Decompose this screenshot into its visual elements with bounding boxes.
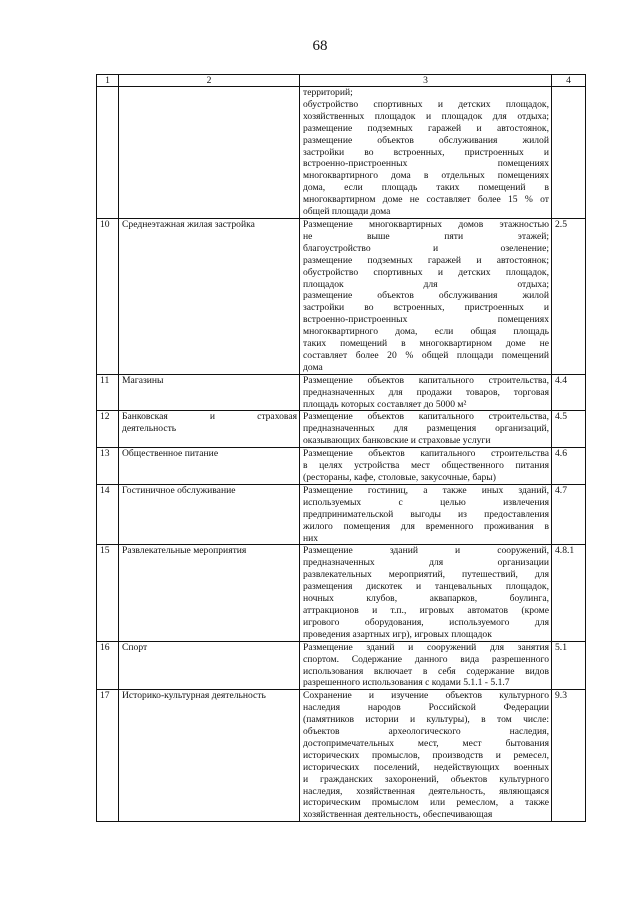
use-type-description — [300, 641, 552, 690]
description-line: наследия народов Российской Федерации — [303, 702, 549, 714]
description-line: достопримечательных мест, мест бытования — [303, 737, 549, 749]
use-type-name-line: Гостиничное обслуживание — [122, 484, 236, 496]
description-line: предназначенных для организации — [303, 557, 549, 569]
use-type-name — [119, 641, 300, 690]
description-line: застройки во встроенных, пристроенных и — [303, 146, 549, 158]
description-line: застройки во встроенных, пристроенных и — [303, 302, 549, 314]
row-number: 12 — [97, 411, 119, 448]
use-type-description — [300, 690, 552, 822]
use-type-description — [300, 374, 552, 411]
description-line: таких помещений в многоквартирном доме не — [303, 338, 549, 350]
use-type-description — [300, 484, 552, 545]
description-line: и гражданских захоронений, объектов культурного — [303, 773, 549, 785]
description-line: Размещение зданий и сооружений для занятия — [303, 641, 549, 653]
use-type-name — [119, 545, 300, 641]
description-line: исторических промыслов, производств и ремесел, — [303, 749, 549, 761]
table-body — [97, 87, 586, 822]
header-col-1: 1 — [97, 75, 119, 87]
use-type-description — [300, 87, 552, 219]
header-col-2: 2 — [119, 75, 300, 87]
description-line: Размещение многоквартирных домов этажностью — [303, 218, 549, 230]
use-type-description — [300, 411, 552, 448]
description-line: историческим промыслом или ремеслом, а также — [303, 797, 549, 809]
description-line: Размещение объектов капитального строительства, — [303, 374, 549, 386]
description-line: наследия, хозяйственная деятельность, являющаяся — [303, 785, 549, 797]
description-line: Размещение гостиниц, а также иных зданий, — [303, 484, 549, 496]
use-type-code: 4.4 — [552, 374, 586, 411]
land-use-table — [96, 74, 586, 822]
row-number — [97, 87, 119, 219]
use-type-name — [119, 218, 300, 374]
description-line: составляет более 20 % общей площади помещений — [303, 349, 549, 361]
use-type-name-line: деятельность — [122, 423, 177, 435]
description-line: благоустройство и озеленение; — [303, 242, 549, 254]
description-line: игрового оборудования, используемого для — [303, 616, 549, 628]
description-line: обустройство спортивных и детских площадок, — [303, 98, 549, 110]
table-row — [97, 484, 586, 545]
use-type-name-line: Общественное питание — [122, 448, 219, 460]
description-line: Размещение объектов капитального строительства, — [303, 411, 549, 423]
use-type-code: 4.5 — [552, 411, 586, 448]
use-type-description — [300, 545, 552, 641]
use-type-name-line: Банковская и страховая — [122, 411, 297, 423]
description-line: площадь которых составляет до 5000 м² — [303, 398, 467, 410]
description-line: дома — [303, 361, 323, 373]
description-line: многоквартирном доме не составляет более 15 % от — [303, 194, 549, 206]
use-type-description — [300, 448, 552, 485]
description-line: территорий; — [303, 87, 353, 98]
description-line: оказывающих банковские и страховые услуги — [303, 435, 491, 447]
description-line: разрешенного использования с кодами 5.1.1 - 5.1.7 — [303, 677, 510, 689]
description-line: Размещение зданий и сооружений, — [303, 545, 549, 557]
table-header — [97, 75, 586, 87]
description-line: них — [303, 532, 319, 544]
row-number: 13 — [97, 448, 119, 485]
use-type-name-line: Развлекательные мероприятия — [122, 545, 247, 557]
description-line: используемых с целью извлечения — [303, 496, 549, 508]
description-line: предназначенных для продажи товаров, торговая — [303, 386, 549, 398]
use-type-code: 2.5 — [552, 218, 586, 374]
description-line: размещение подземных гаражей и автостоянок, — [303, 122, 549, 134]
description-line: использования включает в себя содержание видов — [303, 665, 549, 677]
table-row — [97, 374, 586, 411]
use-type-name — [119, 484, 300, 545]
row-number: 17 — [97, 690, 119, 822]
use-type-name-line: Магазины — [122, 374, 164, 386]
use-type-name — [119, 690, 300, 822]
row-number: 16 — [97, 641, 119, 690]
use-type-code: 4.7 — [552, 484, 586, 545]
row-number: 15 — [97, 545, 119, 641]
use-type-name — [119, 87, 300, 219]
use-type-code — [552, 87, 586, 219]
description-line: спортом. Содержание данного вида разрешенного — [303, 653, 549, 665]
header-col-4: 4 — [552, 75, 586, 87]
description-line: не выше пяти этажей; — [303, 230, 549, 242]
description-line: предпринимательской выгоды из предоставления — [303, 508, 549, 520]
use-type-name-line: Спорт — [122, 641, 148, 653]
description-line: жилого помещения для временного проживания в — [303, 520, 549, 532]
table-row — [97, 641, 586, 690]
description-line: дома, если площадь таких помещений в — [303, 182, 549, 194]
description-line: многоквартирного дома в отдельных помещениях — [303, 170, 549, 182]
description-line: предназначенных для размещения организаций, — [303, 423, 549, 435]
use-type-name — [119, 374, 300, 411]
use-type-name — [119, 448, 300, 485]
page-number: 68 — [312, 38, 328, 54]
description-line: многоквартирного дома, если общая площадь — [303, 326, 549, 338]
description-line: (рестораны, кафе, столовые, закусочные, бары) — [303, 472, 496, 483]
table-row — [97, 448, 586, 485]
description-line: встроенно-пристроенных помещениях — [303, 158, 549, 170]
description-line: размещение подземных гаражей и автостоянок; — [303, 254, 549, 266]
description-line: (памятников истории и культуры), в том числе: — [303, 714, 549, 726]
use-type-code: 9.3 — [552, 690, 586, 822]
table-row — [97, 545, 586, 641]
description-line: развлекательных мероприятий, путешествий, для — [303, 569, 549, 581]
use-type-code: 4.6 — [552, 448, 586, 485]
header-row — [97, 75, 586, 87]
description-line: размещение объектов обслуживания жилой — [303, 134, 549, 146]
description-line: ночных клубов, аквапарков, боулинга, — [303, 593, 549, 605]
header-col-3: 3 — [300, 75, 552, 87]
description-line: Сохранение и изучение объектов культурного — [303, 690, 549, 702]
description-line: обустройство спортивных и детских площадок, — [303, 266, 549, 278]
description-line: площадок для отдыха; — [303, 278, 549, 290]
description-line: в целях устройства мест общественного питания — [303, 460, 549, 472]
row-number: 11 — [97, 374, 119, 411]
use-type-description — [300, 218, 552, 374]
use-type-name-line: Историко-культурная деятельность — [122, 690, 266, 702]
table-row — [97, 690, 586, 822]
table-row — [97, 87, 586, 219]
description-line: встроенно-пристроенных помещениях — [303, 314, 549, 326]
description-line: объектов археологического наследия, — [303, 726, 549, 738]
description-line: аттракционов и т.п., игровых автоматов (кроме — [303, 604, 549, 616]
description-line: Размещение объектов капитального строительства — [303, 448, 549, 460]
table-row — [97, 411, 586, 448]
description-line: проведения азартных игр), игровых площадок — [303, 628, 492, 640]
use-type-name-line: Среднеэтажная жилая застройка — [122, 218, 255, 230]
description-line: исторических поселений, недействующих военных — [303, 761, 549, 773]
use-type-name — [119, 411, 300, 448]
description-line: размещения дискотек и танцевальных площадок, — [303, 581, 549, 593]
description-line: общей площади дома — [303, 206, 391, 218]
row-number: 14 — [97, 484, 119, 545]
use-type-code: 5.1 — [552, 641, 586, 690]
description-line: хозяйственных площадок и площадок для отдыха; — [303, 110, 549, 122]
use-type-code: 4.8.1 — [552, 545, 586, 641]
table-row — [97, 218, 586, 374]
row-number: 10 — [97, 218, 119, 374]
description-line: хозяйственная деятельность, обеспечивающая — [303, 809, 493, 821]
description-line: размещение объектов обслуживания жилой — [303, 290, 549, 302]
